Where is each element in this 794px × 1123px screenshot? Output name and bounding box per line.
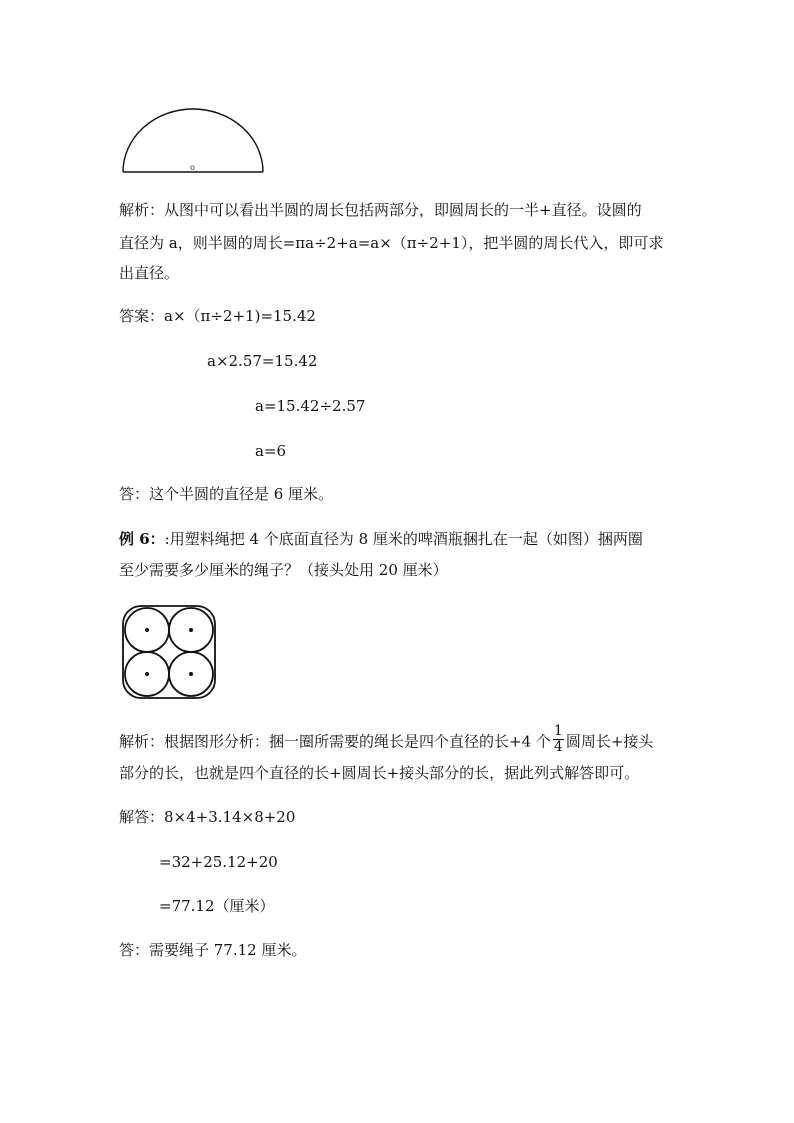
solution1-line2: a×2.57=15.42 [207, 352, 318, 370]
center-label: o [190, 163, 195, 172]
analysis2-line1 [119, 723, 654, 758]
solution2-line3: =77.12（厘米） [159, 897, 275, 915]
analysis1-line3: 出直径。 [119, 264, 180, 282]
example6-line2: 至少需要多少厘米的绳子？（接头处用 20 厘米） [119, 561, 448, 579]
analysis1-line1: 解析：从图中可以看出半圆的周长包括两部分，即圆周长的一半+直径。设圆的 [119, 201, 642, 219]
solution1-line4: a=6 [255, 442, 287, 460]
semicircle-figure [118, 102, 270, 178]
example6-label: 例 6： [119, 530, 165, 548]
solution2-line2: =32+25.12+20 [159, 853, 278, 871]
center-dot [189, 672, 193, 676]
solution2-line1: 解答：8×4+3.14×8+20 [119, 808, 296, 826]
solution1-line1: 答案：a×（π÷2+1)=15.42 [119, 307, 316, 325]
solution1-line3: a=15.42÷2.57 [255, 397, 366, 415]
fraction-denominator: 4 [553, 739, 563, 755]
bottles-figure [120, 604, 220, 700]
center-dot [145, 672, 149, 676]
answer1: 答：这个半圆的直径是 6 厘米。 [119, 485, 334, 503]
center-dot [189, 628, 193, 632]
answer2: 答：需要绳子 77.12 厘米。 [119, 941, 307, 959]
analysis2-part1: 解析：根据图形分析：捆一圈所需要的绳长是四个直径的长+4 个 [119, 732, 551, 751]
center-dot [145, 628, 149, 632]
example6-line1 [119, 529, 643, 549]
fraction-numerator: 1 [553, 723, 563, 739]
example6-text1: :用塑料绳把 4 个底面直径为 8 厘米的啤酒瓶捆扎在一起（如图）捆两圈 [164, 530, 643, 548]
fraction-one-quarter [553, 724, 564, 755]
rope-outline [123, 606, 215, 698]
analysis2-part2: 圆周长+接头 [565, 732, 654, 751]
analysis1-line2: 直径为 a，则半圆的周长=πa÷2+a=a×（π÷2+1），把半圆的周长代入，即可求 [119, 234, 664, 252]
analysis2-line2: 部分的长，也就是四个直径的长+圆周长+接头部分的长，据此列式解答即可。 [119, 764, 640, 782]
